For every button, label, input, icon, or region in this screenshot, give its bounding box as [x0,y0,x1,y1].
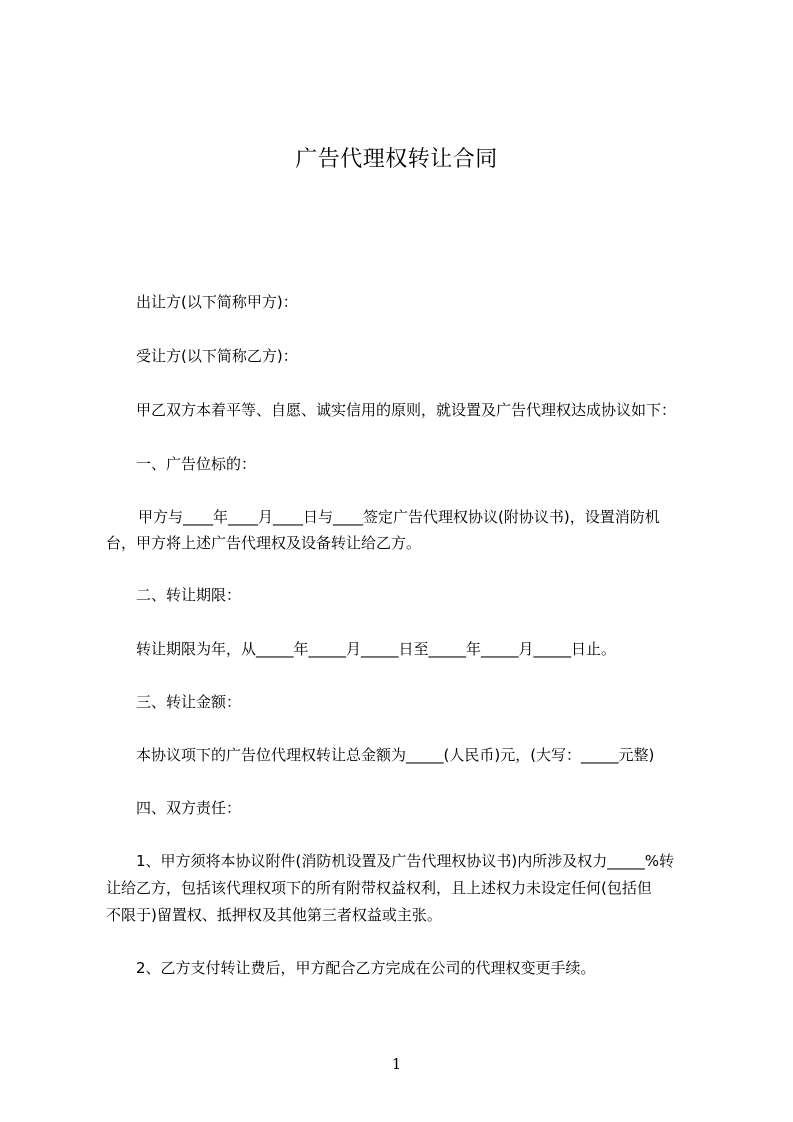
preamble-paragraph: 甲乙双方本着平等、自愿、诚实信用的原则，就设置及广告代理权达成协议如下： [136,401,677,419]
section1-paragraph-line2: 台，甲方将上述广告代理权及设备转让给乙方。 [106,534,422,552]
section3-paragraph: 本协议项下的广告位代理权转让总金额为_____(人民币)元，(大写：_____元整) [136,746,655,764]
section4-item1-line1: 1、甲方须将本协议附件(消防机设置及广告代理权协议书)内所涉及权力_____%转 [136,852,675,870]
page-number: 1 [391,1055,402,1073]
section4-item1-line3: 不限于)留置权、抵押权及其他第三者权益或主张。 [106,906,442,924]
section4-item1-line2: 让给乙方，包括该代理权项下的所有附带权益权利，且上述权力未设定任何(包括但 [106,879,652,897]
section2-heading: 二、转让期限： [136,586,242,604]
section4-item2: 2、乙方支付转让费后，甲方配合乙方完成在公司的代理权变更手续。 [136,959,596,977]
document-title: 广告代理权转让合同 [295,147,498,172]
party-b-line: 受让方(以下简称乙方)： [136,347,298,365]
party-a-line: 出让方(以下简称甲方)： [136,293,298,311]
section2-paragraph: 转让期限为年，从_____年_____月_____日至_____年_____月_____日止。 [136,640,617,658]
section4-heading: 四、双方责任： [136,799,242,817]
section1-heading: 一、广告位标的： [136,455,257,473]
section1-paragraph-line1: 甲方与____年____月____日与____签定广告代理权协议(附协议书)，设置消防机 [138,508,660,526]
section3-heading: 三、转让金额： [136,693,242,711]
